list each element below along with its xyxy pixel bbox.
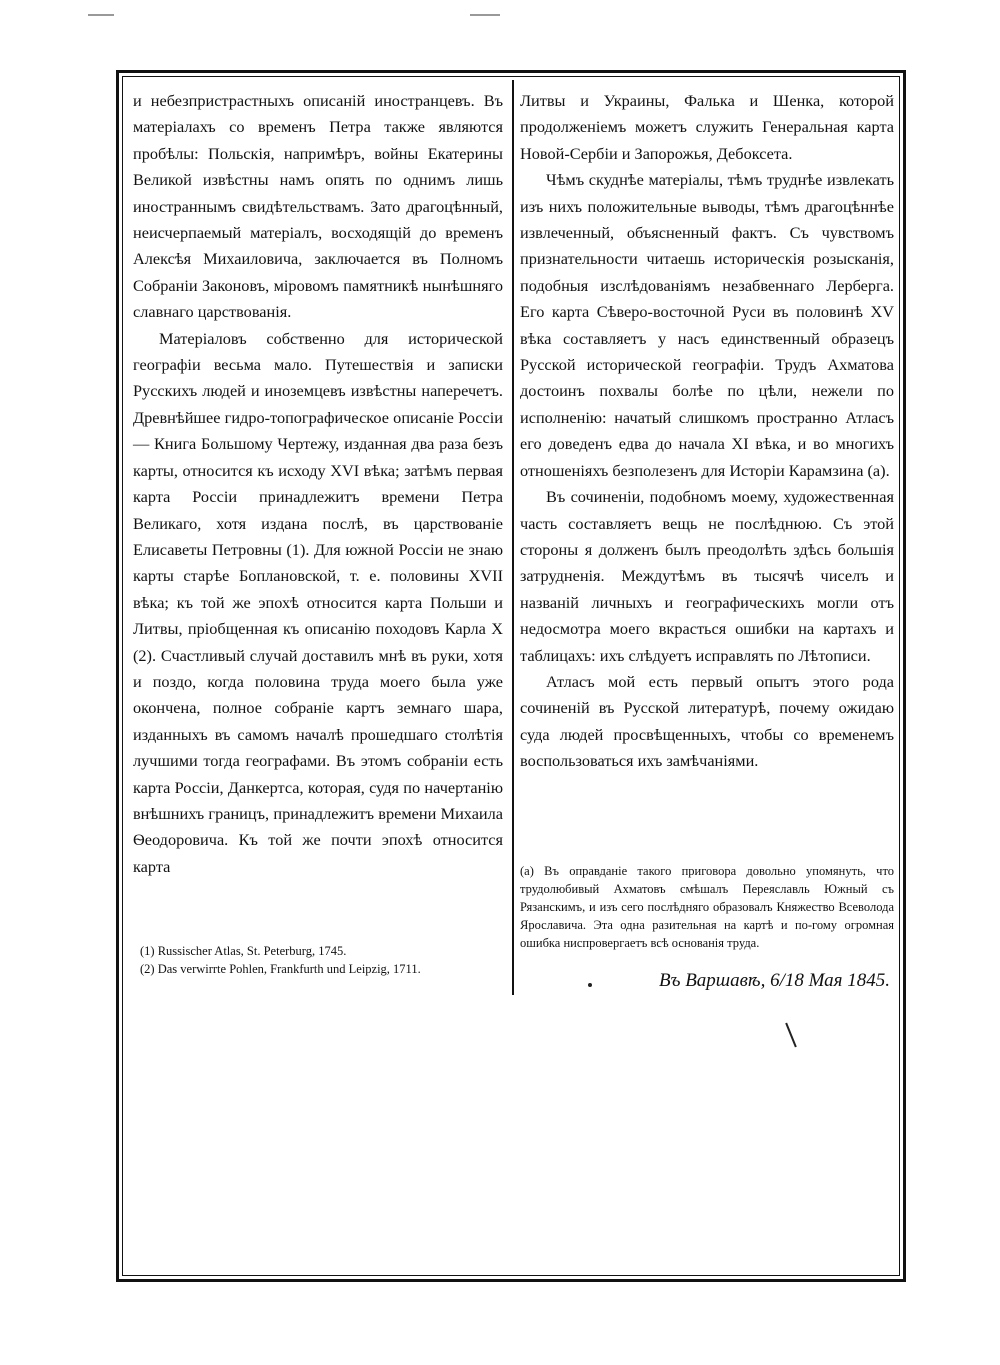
- scan-mark-top-left: [88, 14, 114, 16]
- left-paragraph-2: Матеріаловъ собственно для исторической географіи весьма мало. Путешествія и записки Русскихъ людей и иноземцевъ извѣстны наперечетъ. Древнѣйшее гидро-топографическое описаніе Россіи — Книга Большому Чертежу, изданная два раза безъ карты, относится къ исходу XVI вѣка; затѣмъ первая карта Россіи принадлежитъ времени Петра Великаго, хотя издана послѣ, въ царствованіе Елисаветы Петровны (1). Для южной Россіи не знаю карты старѣе Боплановской, т. е. половины XVII вѣка; къ той же эпохѣ относится карта Польши и Литвы, пріобщенная къ описанію походовъ Карла X (2). Счастливый случай доставилъ мнѣ въ руки, хотя и поздо, когда половина труда моего была уже окончена, полное собраніе картъ земнаго шара, изданныхъ въ самомъ началѣ прошедшаго столѣтія лучшими тогда географами. Въ этомъ собраніи есть карта Россіи, Данкертса, которая, судя по начертанію внѣшнихъ границъ, принадлежитъ времени Михаила Ѳеодоровича. Къ той же почти эпохѣ относится карта: [133, 328, 503, 876]
- right-paragraph-1: Литвы и Украины, Фалька и Шенка, которой продолженіемъ можетъ служить Генеральная карта Новой-Сербіи и Запорожья, Дебоксета.: [520, 91, 894, 163]
- right-paragraph-4: Атласъ мой есть первый опытъ этого рода сочиненій въ Русской литературѣ, почему ожидаю суда людей просвѣщенныхъ, чтобы со временемъ воспользоваться ихъ замѣчаніями.: [520, 671, 894, 771]
- footnote-2: (2) Das verwirrte Pohlen, Frankfurth und Leipzig, 1711.: [140, 962, 421, 976]
- signature-dateline: Въ Варшавѣ, 6/18 Мая 1845.: [658, 970, 890, 991]
- footnote-a: (а) Въ оправданіе такого приговора довольно упомянуть, что трудолюбивый Ахматовъ смѣшалъ Переяславль Южный съ Рязанскимъ, и изъ сего послѣдняго образовалъ Княжество Всеволода Ярославича. Эта одна разительная на картѣ и по-гому огромная ошибка ниспровергаетъ всѣ основанія труда.: [520, 864, 894, 950]
- left-paragraph-1: и небезпристрастныхъ описаній иностранцевъ. Въ матеріалахъ со временъ Петра также являются пробѣлы: Польскія, напримѣръ, войны Екатерины Великой извѣстны намъ опять по однимъ лишь иностраннымъ свидѣтельствамъ. Зато драгоцѣнный, неисчерпаемый матеріалъ, восходящій до временъ Алексѣя Михаиловича, заключается въ Полномъ Собраніи Законовъ, міровомъ памятникѣ нынѣшняго славнаго царствованія.: [133, 91, 503, 322]
- right-column: [520, 88, 894, 775]
- left-column: [133, 88, 503, 880]
- right-paragraph-3: Въ сочиненіи, подобномъ моему, художественная часть составляетъ вещь не послѣднюю. Съ этой стороны я долженъ былъ преодолѣть здѣсь большія затрудненія. Междутѣмъ въ тысячѣ чиселъ и названій личныхъ и географическихъ могли отъ недосмотра моего вкрасться ошибки на картахъ и таблицахъ: ихъ слѣдуетъ исправлять по Лѣтописи.: [520, 487, 894, 665]
- scan-mark-top-center: [470, 14, 500, 16]
- column-divider: [512, 80, 514, 995]
- right-paragraph-2: Чѣмъ скуднѣе матеріалы, тѣмъ труднѣе извлекать изъ нихъ положительные выводы, тѣмъ драгоцѣннѣе извлеченный, объясненный фактъ. Съ чувствомъ признательности читаешь историческія розысканія, подобныя изслѣдованіямъ незабвеннаго Лерберга. Его карта Сѣверо-восточной Руси въ половинѣ XV вѣка составляетъ у насъ единственный образецъ Русской исторической географіи. Трудъ Ахматова достоинъ похвалы болѣе по цѣли, нежели по исполненію: начатый слишкомъ пространно Атласъ его доведенъ едва до начала XI вѣка, и во многихъ отношеніяхъ безполезенъ для Исторіи Карамзина (а).: [520, 170, 894, 480]
- ink-dot: [588, 983, 592, 987]
- footnote-1: (1) Russischer Atlas, St. Peterburg, 1745.: [140, 944, 347, 958]
- footnotes-left: [140, 942, 505, 978]
